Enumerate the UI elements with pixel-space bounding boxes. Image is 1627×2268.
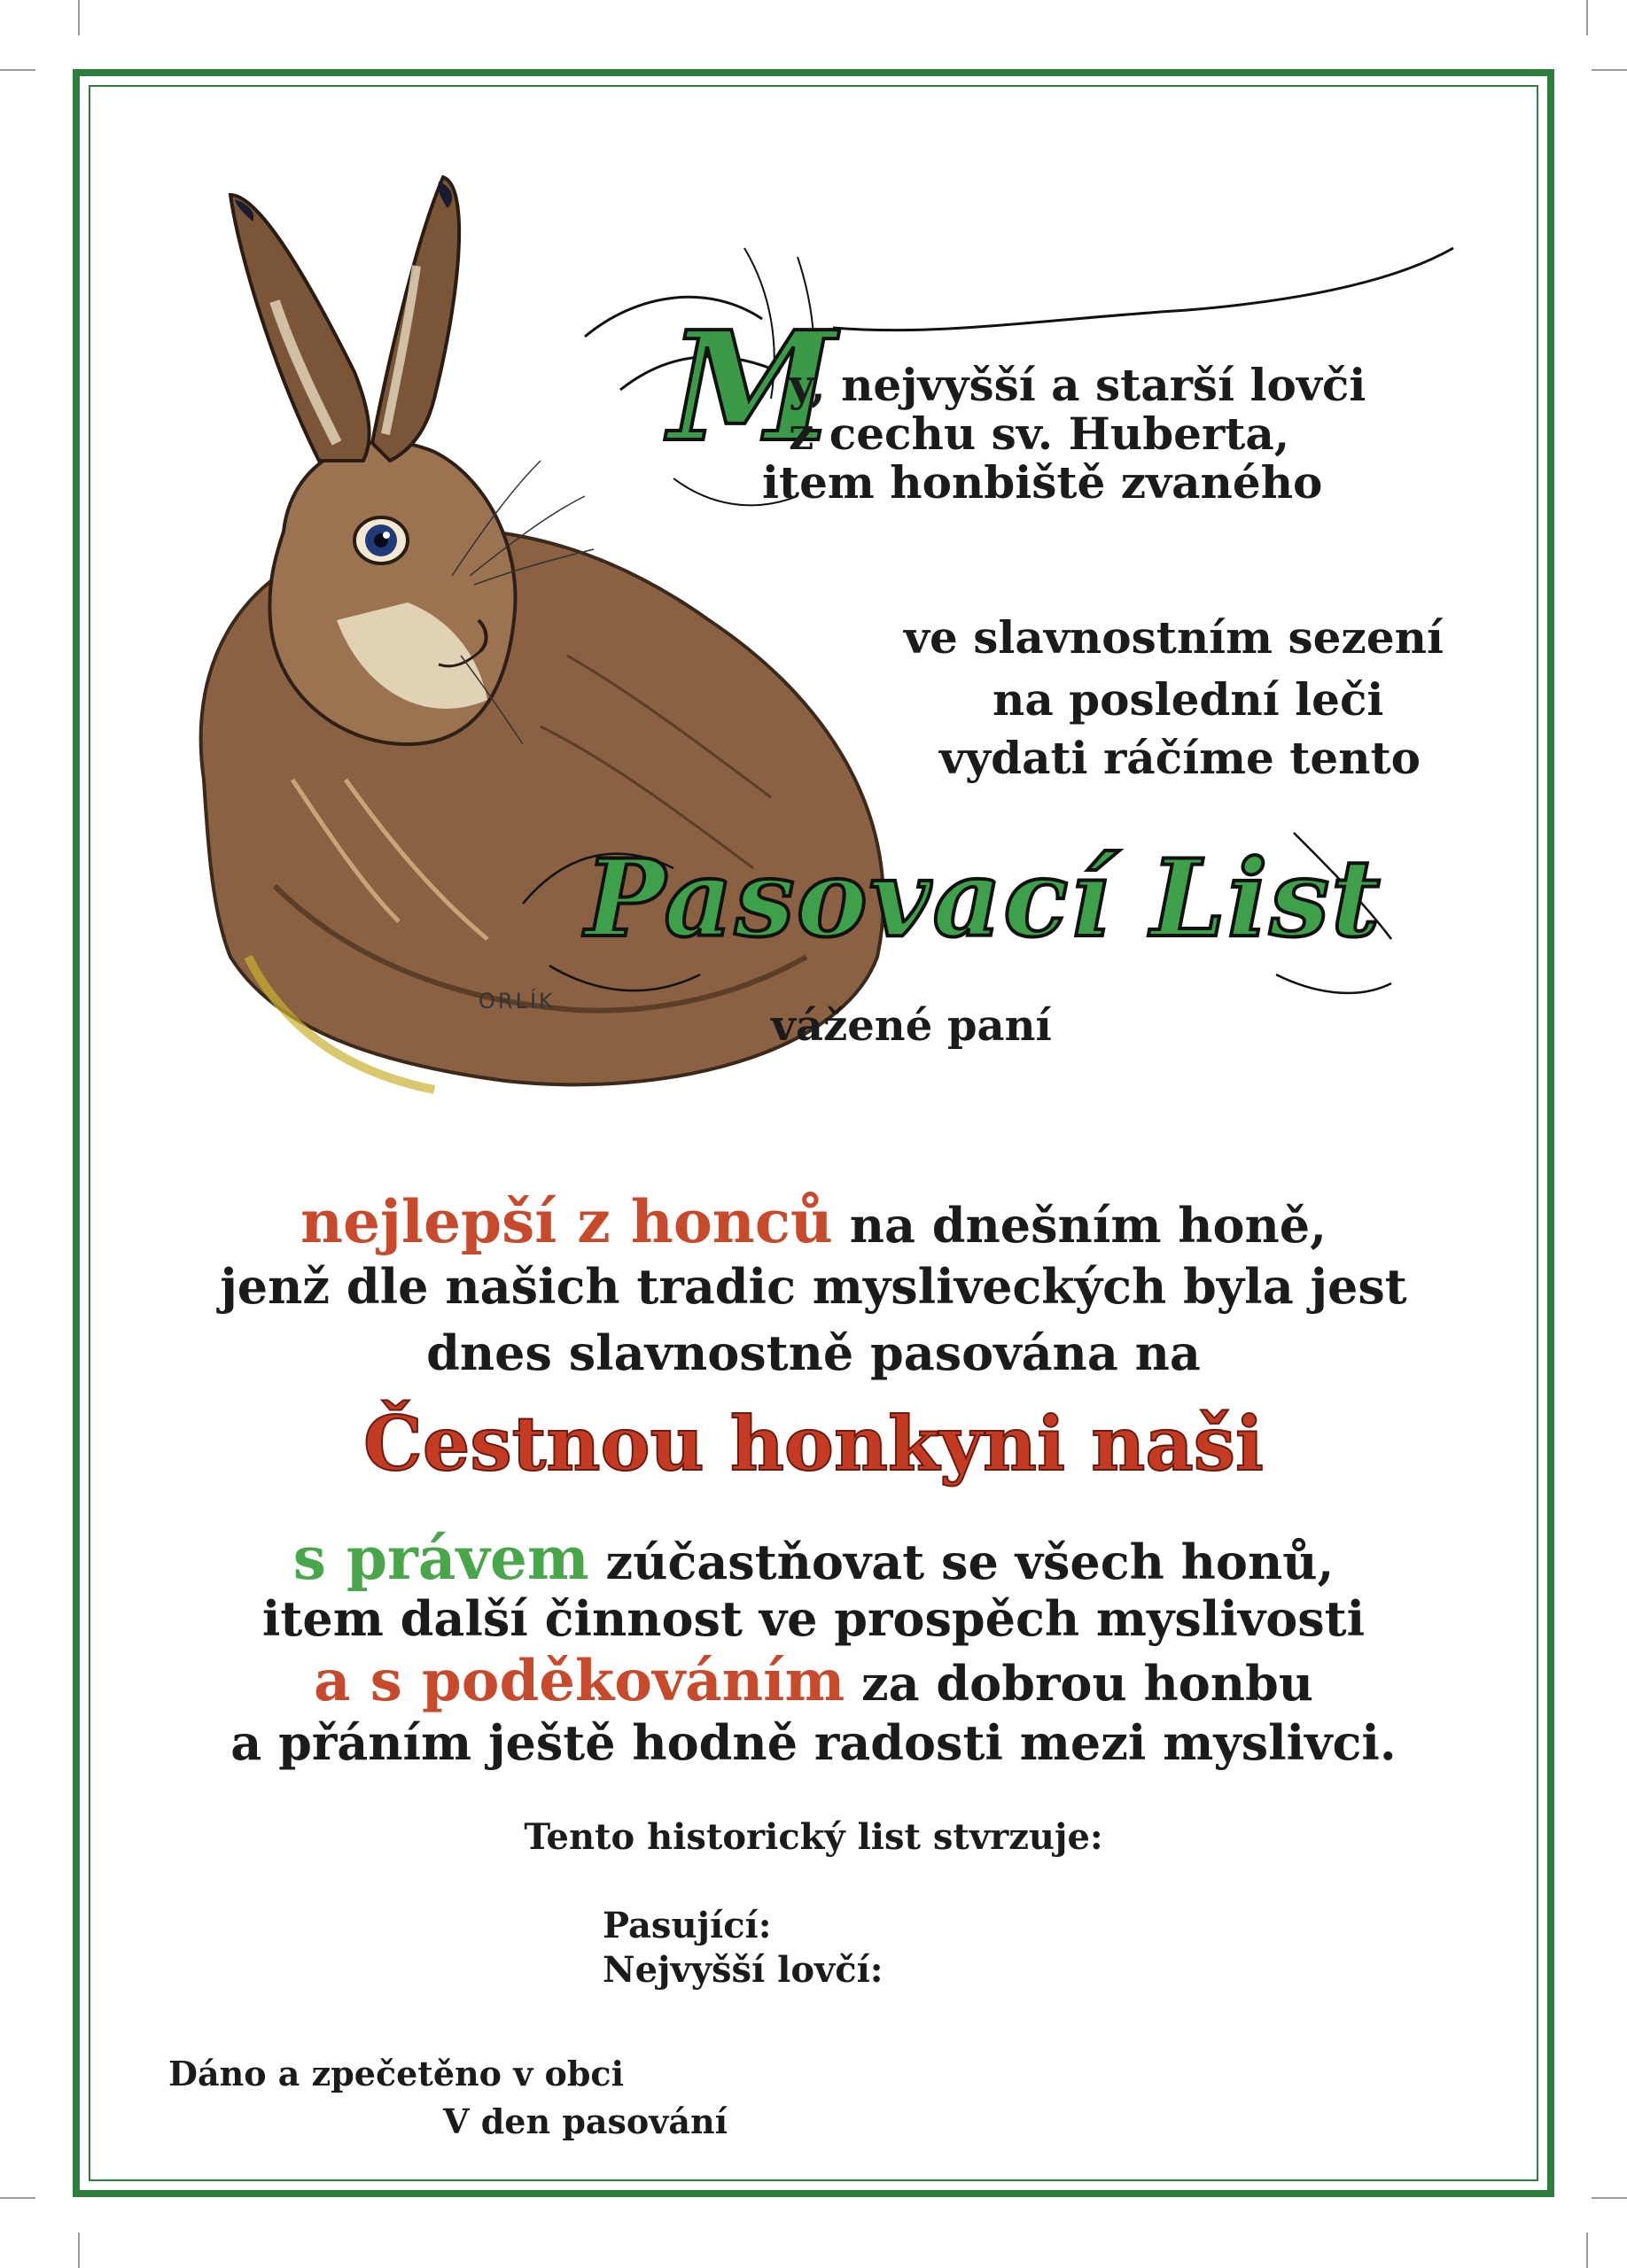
decorative-initial: M <box>669 299 837 476</box>
crop-mark <box>0 69 35 71</box>
right-highlight: s právem <box>292 1524 589 1593</box>
crop-mark <box>78 2233 80 2268</box>
body-line-7 <box>0 1648 1627 1714</box>
given-and-sealed: Dáno a zpečetěno v obci <box>168 2054 625 2093</box>
crop-mark <box>0 2197 35 2199</box>
crop-mark <box>1592 69 1627 71</box>
document-title: Pasovací List <box>585 836 1382 961</box>
body-line-2: jenž dle našich tradic mysliveckých byla jest <box>220 1258 1407 1315</box>
body-line-5 <box>0 1524 1627 1593</box>
intro-line-3: item honbiště zvaného <box>762 456 1323 509</box>
best-of-beaters-highlight: nejlepší z honců <box>300 1187 833 1256</box>
honor-title: Čestnou honkyni naši <box>363 1400 1264 1487</box>
right-rest: zúčastňovat se všech honů, <box>605 1534 1335 1590</box>
confirm-heading: Tento historický list stvrzuje: <box>524 1816 1103 1858</box>
crop-mark <box>1586 0 1588 35</box>
intro-line-2: z cechu sv. Huberta, <box>789 408 1290 460</box>
pasujici-label: Pasující: <box>603 1905 772 1946</box>
body-line-8: a přáním ještě hodně radosti mezi myslivci. <box>230 1714 1397 1771</box>
addressee: vážené paní <box>771 1001 1052 1051</box>
crop-mark <box>78 0 80 35</box>
thanks-rest: za dobrou honbu <box>860 1655 1314 1712</box>
crop-mark <box>1586 2233 1588 2268</box>
best-of-beaters-rest: na dnešním honě, <box>849 1197 1327 1254</box>
body-line-6: item další činnost ve prospěch myslivosti <box>261 1590 1366 1647</box>
session-line-2: na poslední leči <box>993 673 1384 726</box>
body-line-3: dnes slavnostně pasována na <box>426 1324 1201 1381</box>
nejvyssi-lovci-label: Nejvyšší lovčí: <box>603 1949 884 1991</box>
session-line-1: ve slavnostním sezení <box>904 611 1444 664</box>
thanks-highlight: a s poděkováním <box>313 1648 845 1714</box>
artist-signature: ORLÍK <box>479 989 556 1014</box>
session-line-3: vydati ráčíme tento <box>939 732 1421 784</box>
intro-line-1: y, nejvyšší a starší lovči <box>789 359 1366 411</box>
day-of-dubbing: V den pasování <box>443 2101 728 2141</box>
body-line-1 <box>0 1187 1627 1256</box>
crop-mark <box>1592 2197 1627 2199</box>
